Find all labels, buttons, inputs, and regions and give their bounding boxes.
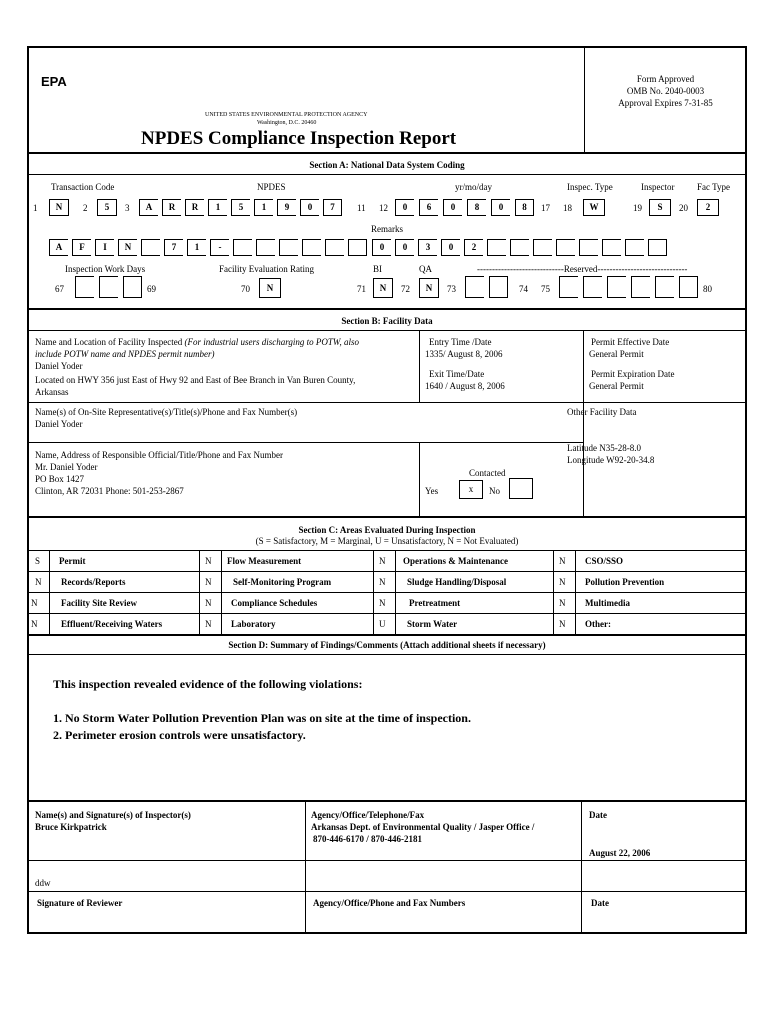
eval-rating-label: Facility Evaluation Rating xyxy=(219,264,314,274)
areas-evaluated-grid xyxy=(29,550,745,634)
finding-item-1: 1. No Storm Water Pollution Prevention Plan was on site at the time of inspection. xyxy=(53,711,471,725)
work-days-cell[interactable] xyxy=(99,276,118,298)
remarks-cell[interactable]: 0 xyxy=(441,239,460,256)
date-value: August 22, 2006 xyxy=(589,848,651,858)
fac-type-label: Fac Type xyxy=(697,182,730,192)
col-num-17: 17 xyxy=(541,203,550,213)
col-num-18: 18 xyxy=(563,203,572,213)
area-label: Storm Water xyxy=(407,619,458,629)
approval-line-2: OMB No. 2040-0003 xyxy=(626,86,705,96)
area-code: N xyxy=(559,598,566,608)
contacted-label: Contacted xyxy=(469,468,506,478)
permit-exp-value: General Permit xyxy=(589,381,644,391)
section-d-top-rule xyxy=(29,634,745,636)
remarks-cell[interactable] xyxy=(602,239,621,256)
inspec-type-label: Inspec. Type xyxy=(567,182,613,192)
inspector-label: Inspector xyxy=(641,182,675,192)
area-code: N xyxy=(205,598,212,608)
area-code: N xyxy=(31,619,38,629)
b-rule-1 xyxy=(29,402,583,403)
section-b-top-rule xyxy=(29,308,745,310)
inspector-sig-label: Name(s) and Signature(s) of Inspector(s) xyxy=(35,810,191,820)
onsite-value: Daniel Yoder xyxy=(35,419,83,429)
remarks-cell[interactable]: I xyxy=(95,239,114,256)
remarks-cell[interactable] xyxy=(648,239,667,256)
reserved-cell[interactable] xyxy=(583,276,602,298)
inspection-form xyxy=(27,46,747,934)
section-b-title: Section B: Facility Data xyxy=(341,316,433,326)
remarks-cell[interactable]: F xyxy=(72,239,91,256)
responsible-line-1: Mr. Daniel Yoder xyxy=(35,462,98,472)
npdes-cell[interactable]: 1 xyxy=(208,199,227,216)
col-num-12: 12 xyxy=(379,203,388,213)
section-a-top-rule xyxy=(29,152,745,154)
remarks-cell[interactable] xyxy=(487,239,506,256)
col-num-67: 67 xyxy=(55,284,64,294)
reserved-cell[interactable] xyxy=(679,276,698,298)
facility-label-note-2: include POTW name and NPDES permit number) xyxy=(35,349,215,359)
approval-line-1: Form Approved xyxy=(636,74,695,84)
remarks-cell[interactable]: A xyxy=(49,239,68,256)
area-label: Pretreatment xyxy=(409,598,461,608)
reserved-cell[interactable] xyxy=(631,276,650,298)
reserved-cell[interactable] xyxy=(655,276,674,298)
remarks-cell[interactable] xyxy=(233,239,252,256)
area-label: Compliance Schedules xyxy=(231,598,318,608)
sig-rule-2 xyxy=(29,891,745,892)
facility-name: Daniel Yoder xyxy=(35,361,83,371)
b-divider-3 xyxy=(419,442,420,516)
b-rule-2 xyxy=(29,442,583,443)
remarks-cell[interactable] xyxy=(279,239,298,256)
area-label: Flow Measurement xyxy=(227,556,302,566)
yrmoday-label: yr/mo/day xyxy=(455,182,492,192)
area-label: Other: xyxy=(585,619,611,629)
area-code: N xyxy=(205,556,212,566)
fac-type-box[interactable]: 2 xyxy=(697,199,719,216)
approval-line-3: Approval Expires 7-31-85 xyxy=(618,98,713,108)
date-cell[interactable]: 0 xyxy=(443,199,462,216)
exit-value: 1640 / August 8, 2006 xyxy=(425,381,505,391)
remarks-cell[interactable] xyxy=(579,239,598,256)
facility-state: Arkansas xyxy=(35,387,69,397)
npdes-cell[interactable]: R xyxy=(185,199,204,216)
agency-line-2: 870-446-6170 / 870-446-2181 xyxy=(313,834,422,844)
entry-label: Entry Time /Date xyxy=(429,337,492,347)
area-code: N xyxy=(35,577,42,587)
reserved-cell[interactable] xyxy=(607,276,626,298)
npdes-cell[interactable]: 1 xyxy=(254,199,273,216)
yes-label: Yes xyxy=(425,486,439,496)
transaction-code-label: Transaction Code xyxy=(51,182,115,192)
remarks-cell[interactable] xyxy=(256,239,275,256)
agency-name: UNITED STATES ENVIRONMENTAL PROTECTION AGENCY xyxy=(205,112,368,118)
yes-checkbox[interactable]: x xyxy=(459,480,483,499)
date-cell[interactable]: 0 xyxy=(395,199,414,216)
reviewer-initials: ddw xyxy=(35,878,51,888)
col-num-73: 73 xyxy=(447,284,456,294)
remarks-cell[interactable]: 0 xyxy=(372,239,391,256)
npdes-cell[interactable]: R xyxy=(162,199,181,216)
other-facility-label: Other Facility Data xyxy=(567,407,637,417)
qa-label: QA xyxy=(419,264,432,274)
facility-label-main: Name and Location of Facility Inspected xyxy=(35,337,183,347)
permit-eff-label: Permit Effective Date xyxy=(591,337,670,347)
area-code: N xyxy=(379,598,386,608)
col-num-80: 80 xyxy=(703,284,712,294)
remarks-cell[interactable]: 2 xyxy=(464,239,483,256)
col-num-75: 75 xyxy=(541,284,550,294)
no-label: No xyxy=(489,486,500,496)
responsible-line-2: PO Box 1427 xyxy=(35,474,85,484)
col-num-71: 71 xyxy=(357,284,366,294)
remarks-cell[interactable]: - xyxy=(210,239,229,256)
work-days-cell[interactable] xyxy=(75,276,94,298)
col-num-19: 19 xyxy=(633,203,642,213)
section-a-title-rule xyxy=(29,174,745,175)
work-days-label: Inspection Work Days xyxy=(65,264,146,274)
entry-value: 1335/ August 8, 2006 xyxy=(425,349,503,359)
section-b-title-rule xyxy=(29,330,745,331)
permit-eff-value: General Permit xyxy=(589,349,644,359)
area-label: Pollution Prevention xyxy=(585,577,665,587)
area-code: N xyxy=(559,556,566,566)
eval-rating-box[interactable]: N xyxy=(259,278,281,298)
area-code: S xyxy=(35,556,41,566)
col-num-20: 20 xyxy=(679,203,688,213)
qa-box[interactable]: N xyxy=(419,278,439,298)
longitude: Longitude W92-20-34.8 xyxy=(567,455,655,465)
section-c-title: Section C: Areas Evaluated During Inspection xyxy=(298,525,476,535)
qa-extra-cell[interactable] xyxy=(489,276,508,298)
area-label: Effluent/Receiving Waters xyxy=(61,619,163,629)
area-label: Self-Monitoring Program xyxy=(233,577,332,587)
exit-label: Exit Time/Date xyxy=(429,369,485,379)
agency-city: Washington, D.C. 20460 xyxy=(257,120,317,126)
bi-label: BI xyxy=(373,264,382,274)
npdes-cell[interactable]: 9 xyxy=(277,199,296,216)
reviewer-date-label: Date xyxy=(591,898,609,908)
section-c-subtitle: (S = Satisfactory, M = Marginal, U = Unsatisfactory, N = Not Evaluated) xyxy=(255,536,519,546)
page-title: NPDES Compliance Inspection Report xyxy=(141,128,457,149)
latitude: Latitude N35-28-8.0 xyxy=(567,443,641,453)
remarks-cell[interactable]: 0 xyxy=(395,239,414,256)
b-divider-2 xyxy=(583,330,584,516)
date-cell[interactable]: 0 xyxy=(491,199,510,216)
findings-intro: This inspection revealed evidence of the following violations: xyxy=(53,677,363,691)
agency-label: Agency/Office/Telephone/Fax xyxy=(311,810,425,820)
remarks-cell[interactable] xyxy=(325,239,344,256)
agency-line-1: Arkansas Dept. of Environmental Quality / Jasper Office / xyxy=(311,822,535,832)
area-code: U xyxy=(379,619,386,629)
b-divider-1 xyxy=(419,330,420,402)
col2-box[interactable]: 5 xyxy=(97,199,117,216)
section-d-title: Section D: Summary of Findings/Comments (Attach additional sheets if necessary) xyxy=(228,640,546,650)
area-code: N xyxy=(379,556,386,566)
remarks-cell[interactable]: 3 xyxy=(418,239,437,256)
remarks-cell[interactable] xyxy=(302,239,321,256)
inspector-name: Bruce Kirkpatrick xyxy=(35,822,107,832)
bi-box[interactable]: N xyxy=(373,278,393,298)
npdes-label: NPDES xyxy=(257,182,286,192)
transaction-code-box[interactable]: N xyxy=(49,199,69,216)
col-num-72: 72 xyxy=(401,284,410,294)
area-code: N xyxy=(379,577,386,587)
area-label: Operations & Maintenance xyxy=(403,556,508,566)
npdes-cell[interactable]: 5 xyxy=(231,199,250,216)
responsible-line-3: Clinton, AR 72031 Phone: 501-253-2867 xyxy=(35,486,184,496)
responsible-label: Name, Address of Responsible Official/Title/Phone and Fax Number xyxy=(35,450,283,460)
epa-logo: EPA xyxy=(41,74,67,89)
col-num-11: 11 xyxy=(357,203,366,213)
onsite-label: Name(s) of On-Site Representative(s)/Title(s)/Phone and Fax Number(s) xyxy=(35,407,298,417)
b-rule-1b xyxy=(583,402,745,403)
area-code: N xyxy=(559,577,566,587)
area-label: CSO/SSO xyxy=(585,556,624,566)
no-checkbox[interactable] xyxy=(509,478,533,499)
col-num-1: 1 xyxy=(33,203,38,213)
area-label: Permit xyxy=(59,556,86,566)
area-label: Laboratory xyxy=(231,619,276,629)
npdes-cell[interactable]: A xyxy=(139,199,158,216)
remarks-cell[interactable] xyxy=(533,239,552,256)
col-num-3: 3 xyxy=(125,203,130,213)
area-label: Records/Reports xyxy=(61,577,126,587)
npdes-cell[interactable]: 0 xyxy=(300,199,319,216)
remarks-cell[interactable] xyxy=(348,239,367,256)
sig-divider-2 xyxy=(581,800,582,934)
col-num-69: 69 xyxy=(147,284,156,294)
section-d-title-rule xyxy=(29,654,745,655)
remarks-label: Remarks xyxy=(371,224,403,234)
facility-label-note: (For industrial users discharging to POTW, also xyxy=(184,337,360,347)
remarks-cell[interactable] xyxy=(141,239,160,256)
area-code: N xyxy=(205,577,212,587)
date-cell[interactable]: 8 xyxy=(515,199,534,216)
finding-item-2: 2. Perimeter erosion controls were unsatisfactory. xyxy=(53,728,306,742)
remarks-cell[interactable] xyxy=(556,239,575,256)
npdes-cell[interactable]: 7 xyxy=(323,199,342,216)
facility-location: Located on HWY 356 just East of Hwy 92 and East of Bee Branch in Van Buren County, xyxy=(35,375,356,385)
inspec-type-box[interactable]: W xyxy=(583,199,605,216)
reviewer-sig-label: Signature of Reviewer xyxy=(37,898,123,908)
inspector-box[interactable]: S xyxy=(649,199,671,216)
sig-rule-1 xyxy=(29,860,745,861)
col-num-70: 70 xyxy=(241,284,250,294)
area-code: N xyxy=(559,619,566,629)
reserved-cell[interactable] xyxy=(559,276,578,298)
date-cell[interactable]: 6 xyxy=(419,199,438,216)
section-a-title: Section A: National Data System Coding xyxy=(309,160,465,170)
remarks-cell[interactable]: N xyxy=(118,239,137,256)
reserved-label: -----------------------------Reserved------------------------------ xyxy=(477,264,688,274)
facility-label xyxy=(35,337,359,348)
date-label: Date xyxy=(589,810,607,820)
section-c-top-rule xyxy=(29,516,745,518)
sig-divider-1 xyxy=(305,800,306,934)
remarks-cell[interactable]: 1 xyxy=(187,239,206,256)
area-label: Sludge Handling/Disposal xyxy=(407,577,507,587)
col-num-74: 74 xyxy=(519,284,528,294)
remarks-cell[interactable] xyxy=(510,239,529,256)
area-code: N xyxy=(31,598,38,608)
reviewer-agency-label: Agency/Office/Phone and Fax Numbers xyxy=(313,898,466,908)
signature-top-rule xyxy=(29,800,745,802)
area-label: Multimedia xyxy=(585,598,630,608)
area-label: Facility Site Review xyxy=(61,598,137,608)
date-cell[interactable]: 8 xyxy=(467,199,486,216)
remarks-cell[interactable] xyxy=(625,239,644,256)
col-num-2: 2 xyxy=(83,203,88,213)
work-days-cell[interactable] xyxy=(123,276,142,298)
area-code: N xyxy=(205,619,212,629)
qa-extra-cell[interactable] xyxy=(465,276,484,298)
remarks-cell[interactable]: 7 xyxy=(164,239,183,256)
permit-exp-label: Permit Expiration Date xyxy=(591,369,675,379)
